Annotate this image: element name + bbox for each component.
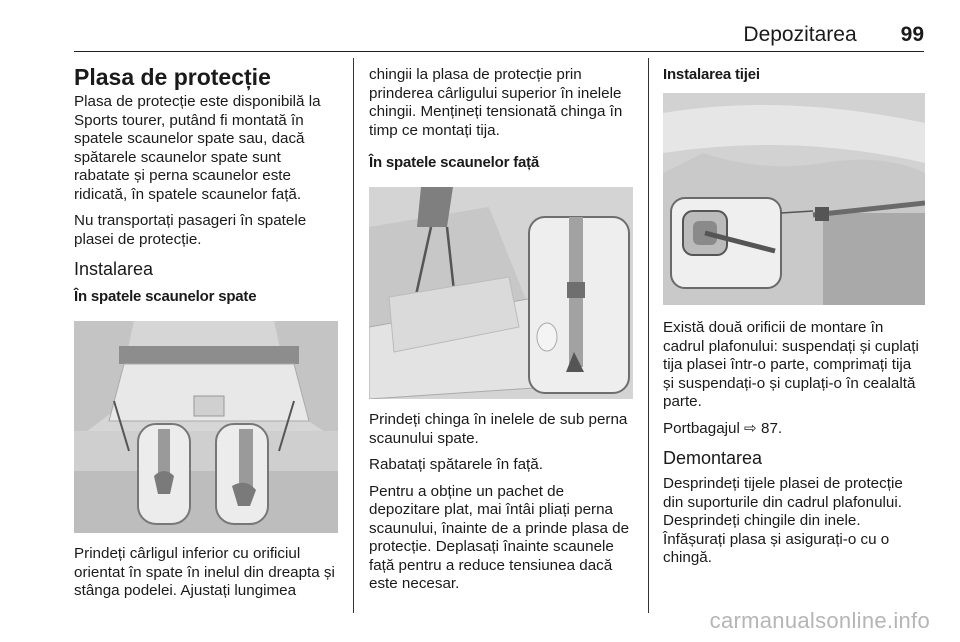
- section-heading: Plasa de protecție: [74, 64, 271, 90]
- paragraph: chingii la plasa de protecție prin prinderea cârligului superior în inelele chingii. Mențineți tensionată chinga în timp ce montați tija.: [369, 66, 623, 139]
- illustration-rod-mount: [663, 93, 925, 305]
- paragraph: Pentru a obține un pachet de depozitare plat, mai întâi pliați perna scaunului, înainte de a prinde plasa de protecție. Deplasați înainte scaunele față pentru a reduce tensiunea dacă este necesar.: [369, 482, 630, 592]
- rear-seat-hooks-figure: [74, 321, 338, 533]
- rod-mount-figure: [663, 93, 925, 305]
- column-2: [369, 60, 635, 602]
- page-number: 99: [900, 23, 924, 46]
- paragraph-reference: Portbagajul ⇨ 87.: [663, 419, 783, 437]
- illustration-front-seat-straps: [369, 187, 633, 399]
- paragraph: Nu transportați pasageri în spatele plasei de protecție.: [74, 212, 307, 248]
- paragraph: Prindeți cârligul inferior cu orificiul orientat în spate în inelul din dreapta și stânga podelei. Ajustați lungimea: [74, 545, 335, 599]
- paragraph: Plasa de protecție este disponibilă la Sports tourer, putând fi montată în spatele scaunelor spate sau, dacă spătarele scaunelor spate sunt rabatate și perna scaunelor este ridicată, în spatele scaunelor față.: [74, 93, 321, 203]
- section-title: Depozitarea: [743, 23, 857, 46]
- illustration-rear-seat-hooks: [74, 321, 338, 533]
- paragraph: Prindeți chinga în inelele de sub perna scaunului spate.: [369, 411, 628, 447]
- paragraph: Desprindeți tijele plasei de protecție din suporturile din cadrul plafonului. Desprindeți chingile din inele. Înfășurați plasa și asigurați-o cu o chingă.: [663, 475, 903, 566]
- column-3: [663, 60, 925, 576]
- subheading-installation: Instalarea: [74, 259, 154, 279]
- paragraph: Există două orificii de montare în cadrul plafonului: suspendați și cuplați tija plasei într-o parte, comprimați tija și suspendați-o și cuplați-o în cealaltă parte.: [663, 319, 919, 410]
- watermark: carmanualsonline.info: [709, 608, 930, 633]
- column-divider: [353, 58, 354, 613]
- subheading-removal: Demontarea: [663, 448, 763, 468]
- column-divider: [648, 58, 649, 613]
- page-header: [74, 23, 924, 52]
- column-1: [74, 60, 340, 609]
- paragraph: Rabatați spătarele în față.: [369, 456, 543, 473]
- front-seat-straps-figure: [369, 187, 633, 399]
- subheading-rear-seats: În spatele scaunelor spate: [74, 288, 257, 305]
- subheading-front-seats: În spatele scaunelor față: [369, 154, 540, 171]
- subheading-rod-install: Instalarea tijei: [663, 66, 760, 83]
